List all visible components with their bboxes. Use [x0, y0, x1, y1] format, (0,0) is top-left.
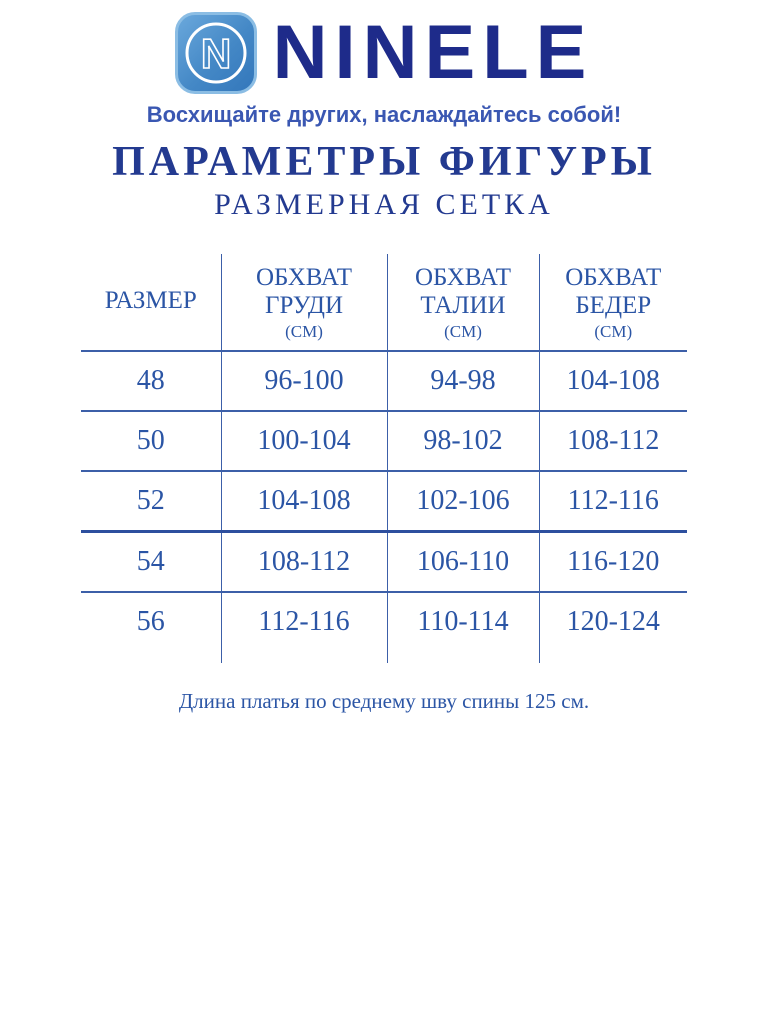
cell-waist: 98-102 — [387, 411, 539, 471]
cell-chest: 96-100 — [221, 351, 387, 411]
brand-tagline: Восхищайте других, наслаждайтесь собой! — [146, 102, 622, 127]
cell-hips: 120-124 — [539, 592, 687, 651]
cell-size: 48 — [81, 351, 221, 411]
dress-length-note: Длина платья по среднему шву спины 125 см. — [178, 689, 590, 714]
table-row — [81, 532, 687, 593]
table-line-extension — [81, 651, 687, 663]
svg-text:N: N — [200, 30, 231, 77]
header-size: РАЗМЕР — [81, 254, 221, 351]
cell-size: 56 — [136, 606, 165, 638]
ninele-n-badge-icon — [175, 12, 257, 94]
cell-waist: 102-106 — [387, 471, 539, 532]
cell-hips: 116-120 — [539, 532, 687, 593]
cell-waist: 106-110 — [387, 532, 539, 593]
cell-chest: 100-104 — [221, 411, 387, 471]
cell-chest: 104-108 — [221, 471, 387, 532]
cell-chest: 108-112 — [221, 532, 387, 593]
table-row — [81, 592, 687, 651]
size-table — [81, 254, 687, 663]
cell-hips: 104-108 — [539, 351, 687, 411]
header-chest: ОБХВАТ ГРУДИ (СМ) — [221, 254, 387, 351]
table-row — [81, 351, 687, 411]
cell-chest: 112-116 — [221, 592, 387, 651]
table-row — [81, 411, 687, 471]
page-title: ПАРАМЕТРЫ ФИГУРЫ — [112, 139, 656, 185]
brand-logo — [0, 0, 768, 94]
cell-waist: 94-98 — [387, 351, 539, 411]
header-waist: ОБХВАТ ТАЛИИ (СМ) — [387, 254, 539, 351]
cell-size: 52 — [81, 471, 221, 532]
header-hips: ОБХВАТ БЕДЕР (СМ) — [539, 254, 687, 351]
brand-wordmark: NINELE — [272, 10, 594, 95]
cell-size: 54 — [81, 532, 221, 593]
cell-hips: 108-112 — [539, 411, 687, 471]
cell-hips: 112-116 — [539, 471, 687, 532]
page-subtitle: РАЗМЕРНАЯ СЕТКА — [214, 188, 554, 222]
cell-size: 50 — [81, 411, 221, 471]
cell-waist: 110-114 — [387, 592, 539, 651]
table-header-row — [81, 254, 687, 351]
n-in-circle-icon — [183, 20, 249, 86]
table-row — [81, 471, 687, 532]
